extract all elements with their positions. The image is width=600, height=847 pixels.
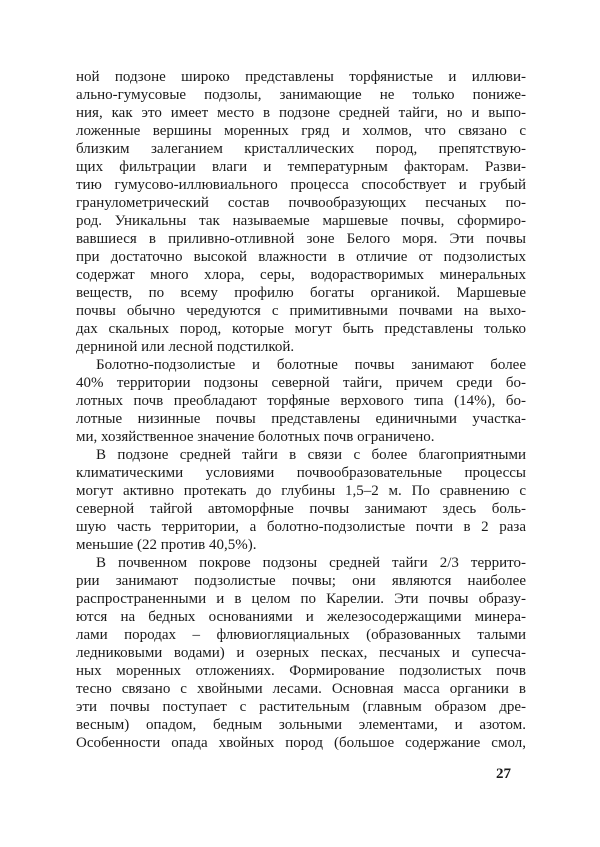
text-line: лотных почв преобладают торфяные верхового типа (14%), бо- — [76, 393, 526, 409]
text-line: щих фильтрации влаги и температурным факторам. Разви- — [76, 159, 526, 175]
text-line: распространенными и в целом по Карелии. Эти почвы образу- — [76, 591, 526, 607]
text-line: 40% территории подзоны северной тайги, причем среди бо- — [76, 375, 526, 391]
text-line: могут активно протекать до глубины 1,5–2 м. По сравнению с — [76, 483, 526, 499]
text-line: весным) опадом, бедным зольными элементами, и азотом. — [76, 717, 526, 733]
text-line: ледниковыми водами) и озерных песках, песчаных и супесча- — [76, 645, 526, 661]
text-line: северной тайгой автоморфные почвы занимают здесь боль- — [76, 501, 526, 517]
text-line: тию гумусово-иллювиального процесса способствует и грубый — [76, 177, 526, 193]
text-line: ются на бедных основаниями и железосодержащими минера- — [76, 609, 526, 625]
page-number: 27 — [496, 766, 511, 782]
text-line: почвы обычно чередуются с примитивными почвами на выхо- — [76, 303, 526, 319]
page-body — [76, 68, 526, 752]
text-line: ной подзоне широко представлены торфянистые и иллюви- — [76, 69, 526, 85]
text-line: Болотно-подзолистые и болотные почвы занимают более — [96, 357, 526, 373]
text-line: род. Уникальны так называемые маршевые почвы, сформиро- — [76, 213, 526, 229]
text-line: вавшиеся в приливно-отливной зоне Белого моря. Эти почвы — [76, 231, 526, 247]
text-line: дах скальных пород, которые могут быть представлены только — [76, 321, 526, 337]
text-line: дерниной или лесной подстилкой. — [76, 339, 295, 355]
text-line: ложенные вершины моренных гряд и холмов, что связано с — [76, 123, 526, 139]
text-line: ально-гумусовые подзолы, занимающие не только пониже- — [76, 87, 526, 103]
text-line: веществ, по всему профилю богаты органикой. Маршевые — [76, 285, 526, 301]
text-line: ми, хозяйственное значение болотных почв ограничено. — [76, 429, 435, 445]
text-line: ных моренных отложениях. Формирование подзолистых почв — [76, 663, 526, 679]
text-line: при достаточно высокой влажности в отличие от подзолистых — [76, 249, 526, 265]
text-line: лами породах – флювиогляциальных (образованных талыми — [76, 627, 526, 643]
text-line: В почвенном покрове подзоны средней тайги 2/3 террито- — [96, 555, 526, 571]
text-line: эти почвы поступает с растительным (главным образом дре- — [76, 699, 526, 715]
text-line: тесно связано с хвойными лесами. Основная масса органики в — [76, 681, 526, 697]
text-line: содержат много хлора, серы, водорастворимых минеральных — [76, 267, 526, 283]
text-line: климатическими условиями почвообразовательные процессы — [76, 465, 526, 481]
text-line: близким залеганием кристаллических пород, препятствую- — [76, 141, 526, 157]
text-line: меньшие (22 против 40,5%). — [76, 537, 257, 553]
text-line: рии занимают подзолистые почвы; они являются наиболее — [76, 573, 526, 589]
text-line: шую часть территории, а болотно-подзолистые почти в 2 раза — [76, 519, 526, 535]
text-line: В подзоне средней тайги в связи с более благоприятными — [96, 447, 526, 463]
text-line: гранулометрический состав почвообразующих песчаных по- — [76, 195, 526, 211]
text-line: лотные низинные почвы представлены единичными участка- — [76, 411, 526, 427]
text-line: Особенности опада хвойных пород (большое содержание смол, — [76, 735, 526, 751]
text-line: ния, как это имеет место в подзоне средней тайги, но и выпо- — [76, 105, 526, 121]
